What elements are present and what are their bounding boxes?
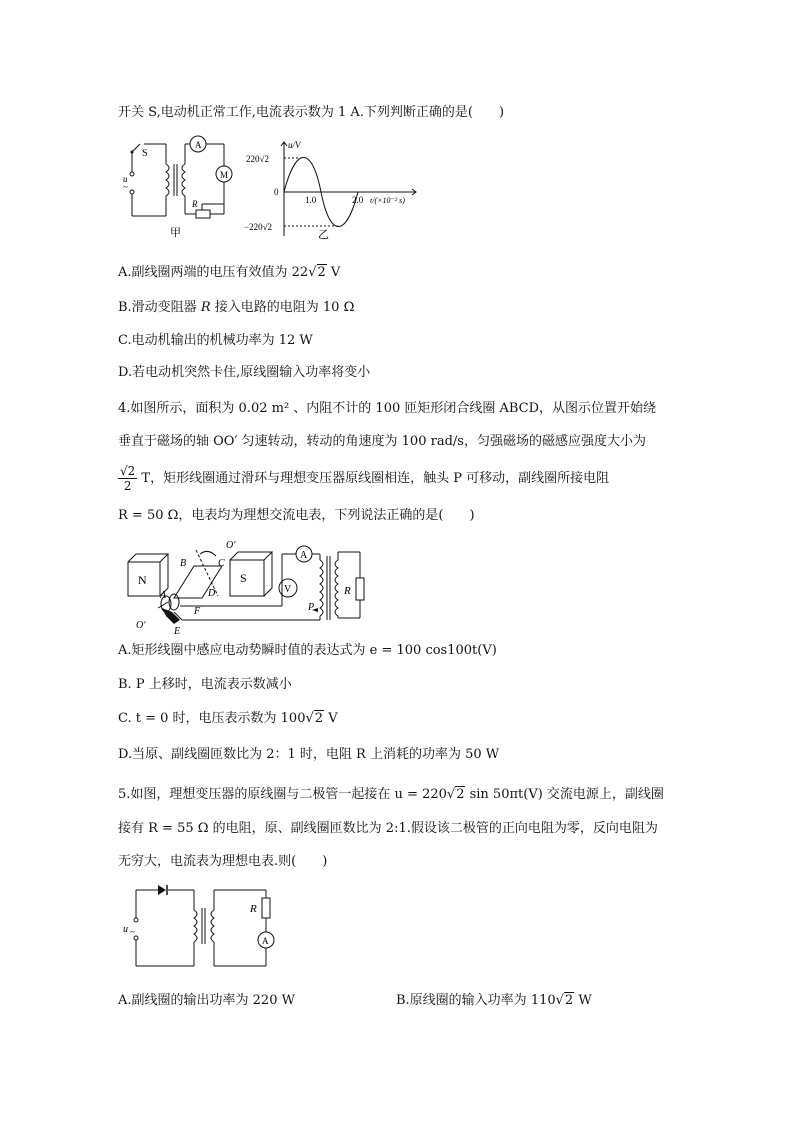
coil-label-d: D xyxy=(208,588,216,599)
q3-option-c: C.电动机输出的机械功率为 12 W xyxy=(118,333,313,348)
source-label: u xyxy=(123,174,128,184)
magnet-n-label: N xyxy=(138,573,147,587)
switch-label: S xyxy=(142,148,148,159)
q5-figure xyxy=(122,880,282,972)
motor-icon: M xyxy=(220,170,229,180)
origin-label: 0 xyxy=(274,187,279,197)
q4-option-b: B. P 上移时，电流表示数减小 xyxy=(118,677,292,692)
q3-stem: 开关 S,电动机正常工作,电流表示数为 1 A.下列判断正确的是( ) xyxy=(118,105,505,120)
q5-option-a: A.副线圈的输出功率为 220 W xyxy=(118,993,295,1008)
voltmeter-icon: V xyxy=(284,584,292,595)
fig-jia-caption: 甲 xyxy=(170,227,181,239)
q4-figure xyxy=(122,536,382,636)
y-max-label: 220√2 xyxy=(246,154,269,164)
ring-label-e: E xyxy=(174,626,181,636)
q4-option-a: A.矩形线圈中感应电动势瞬时值的表达式为 e = 100 cos100t(V) xyxy=(118,643,497,658)
q5-option-b: B.原线圈的输入功率为 110√2 W xyxy=(396,993,592,1008)
q4-option-c: C. t = 0 时，电压表示数为 100√2 V xyxy=(118,711,338,726)
q5-line-2: 接有 R = 55 Ω 的电阻，原、副线圈匝数比为 2:1.假设该二极管的正向电阻为零，反向电阻为 xyxy=(118,821,658,836)
coil-label-c: C xyxy=(218,558,225,569)
q4-line-4: R = 50 Ω，电表均为理想交流电表，下列说法正确的是( ) xyxy=(118,508,475,523)
ammeter-icon: A xyxy=(262,936,269,946)
x-tick-2: 2.0 xyxy=(352,195,364,205)
y-axis-label: u/V xyxy=(288,140,301,150)
axis-o-bottom: O′ xyxy=(136,620,146,631)
q5-line-3: 无穷大，电流表为理想电表.则( ) xyxy=(118,854,328,869)
q5-line-1: 5.如图，理想变压器的原线圈与二极管一起接在 u = 220√2 sin 50πt(V) 交流电源上，副线圈 xyxy=(118,787,664,802)
rheostat-label: R xyxy=(192,199,198,209)
slider-p-label: P xyxy=(308,602,315,613)
q3-option-b: B.滑动变阻器 R 接入电路的电阻为 10 Ω xyxy=(118,300,355,315)
q3-figure-jia xyxy=(122,134,242,242)
q3-option-a: A.副线圈两端的电压有效值为 22√2 V xyxy=(118,265,341,280)
resistor-label: R xyxy=(344,585,351,597)
y-min-label: −220√2 xyxy=(244,222,273,232)
x-axis-label: t/(×10⁻² s) xyxy=(370,196,405,205)
ammeter-icon: A xyxy=(195,140,202,150)
x-tick-1: 1.0 xyxy=(305,195,317,205)
source-u-label: u xyxy=(123,924,128,935)
tilde-label: ~ xyxy=(123,182,128,192)
q4-line-1: 4.如图所示，面积为 0.02 m² 、内阻不计的 100 匝矩形闭合线圈 ABCD，从图示位置开始绕 xyxy=(118,401,657,416)
q4-option-d: D.当原、副线圈匝数比为 2：1 时，电阻 R 上消耗的功率为 50 W xyxy=(118,747,500,762)
q4-line-3: $\frac{√2}{2}$ T，矩形线圈通过滑环与理想变压器原线圈相连，触头 P 可移动，副线圈所接电阻 xyxy=(120,464,610,493)
resistor-label: R xyxy=(250,903,257,915)
coil-label-b: B xyxy=(180,558,187,569)
q3-option-d: D.若电动机突然卡住,原线圈输入功率将变小 xyxy=(118,365,371,380)
source-tilde: ~ xyxy=(130,927,135,937)
ring-label-f: F xyxy=(194,606,201,617)
coil-label-a: A xyxy=(160,590,167,601)
ammeter-icon: A xyxy=(300,550,308,561)
axis-o-top: O′ xyxy=(226,540,236,551)
fig-yi-caption: 乙 xyxy=(318,229,329,241)
magnet-s-label: S xyxy=(240,571,247,585)
q3-figure-yi xyxy=(244,138,424,244)
q4-line-2: 垂直于磁场的轴 OO′ 匀速转动，转动的角速度为 100 rad/s，匀强磁场的磁感应强度大小为 xyxy=(118,434,646,449)
